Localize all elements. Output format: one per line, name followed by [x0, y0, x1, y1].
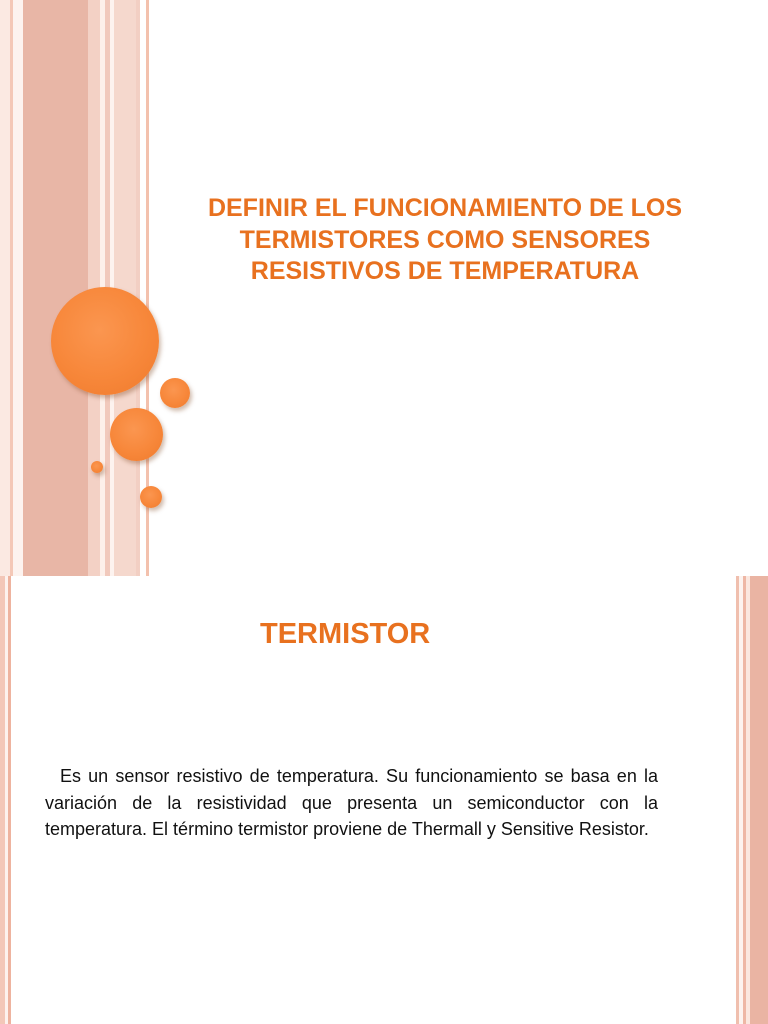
- slide-termistor: [0, 576, 768, 1024]
- slide-title-heading: DEFINIR EL FUNCIONAMIENTO DE LOS TERMISTORES COMO SENSORES RESISTIVOS DE TEMPERATURA: [207, 194, 683, 285]
- circle-large: [51, 287, 159, 395]
- circle-tiny: [91, 461, 103, 473]
- circle-medium: [110, 408, 163, 461]
- slide-heading: TERMISTOR: [260, 618, 431, 650]
- slide-body-text: Es un sensor resistivo de temperatura. Su funcionamiento se basa en la variación de la resistividad que presenta un semiconductor con la temperatura. El término termistor proviene de Thermall y Sensitive Resistor.: [45, 766, 658, 839]
- circle-small-1: [160, 378, 190, 408]
- circle-small-2: [140, 486, 162, 508]
